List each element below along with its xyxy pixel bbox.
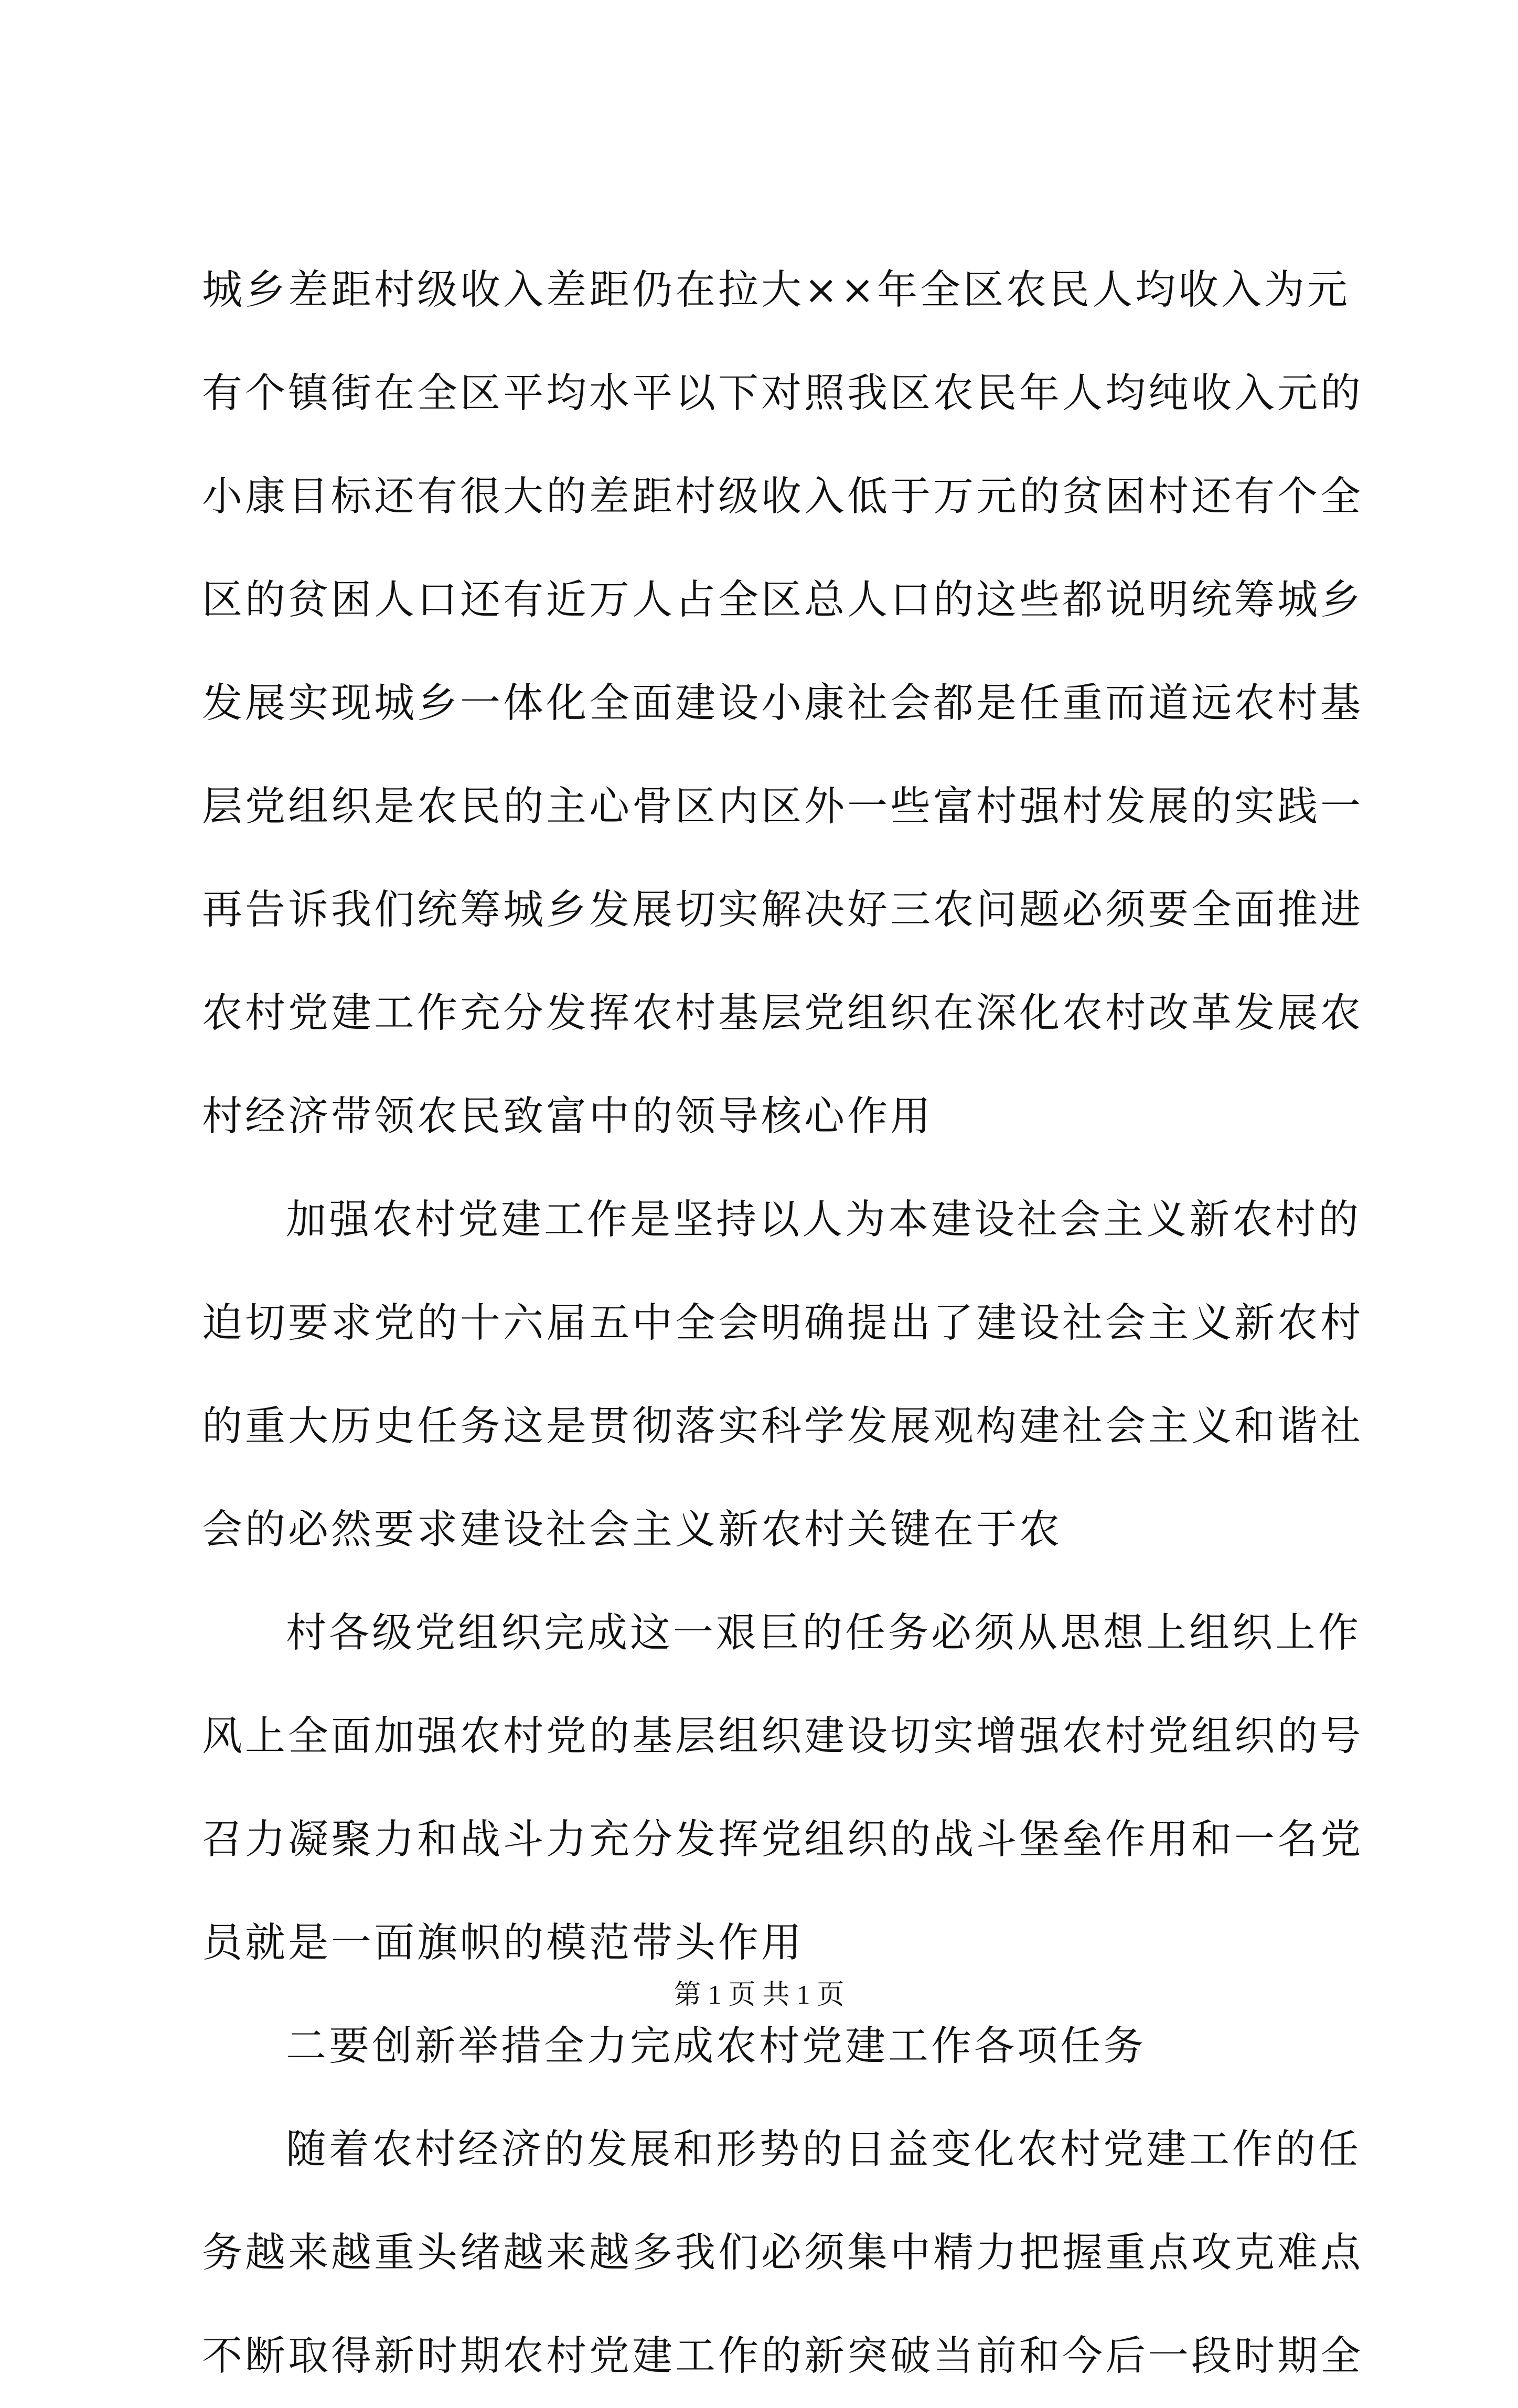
text-line: 员就是一面旗帜的模范带头作用: [202, 1920, 804, 1966]
text-line: 区的贫困人口还有近万人占全区总人口的这些都说明统筹城乡: [202, 577, 1363, 624]
text-line: 层党组织是农民的主心骨区内区外一些富村强村发展的实践一: [202, 783, 1363, 830]
page-footer: 第 1 页 共 1 页: [674, 1980, 844, 2010]
text-line: 会的必然要求建设社会主义新农村关键在于农: [202, 1507, 1062, 1553]
paragraph: [202, 2098, 1363, 2408]
paragraph: [202, 1168, 1363, 1582]
text-line: 再告诉我们统筹城乡发展切实解决好三农问题必须要全面推进: [202, 887, 1363, 933]
text-line: 加强农村党建工作是坚持以人为本建设社会主义新农村的: [286, 1197, 1361, 1243]
paragraph: [202, 1582, 1363, 1995]
text-line: 务越来越重头绪越来越多我们必须集中精力把握重点攻克难点: [202, 2230, 1363, 2276]
text-line: 有个镇街在全区平均水平以下对照我区农民年人均纯收入元的: [202, 370, 1363, 417]
text-line: 发展实现城乡一体化全面建设小康社会都是任重而道远农村基: [202, 680, 1363, 727]
text-line: 的重大历史任务这是贯彻落实科学发展观构建社会主义和谐社: [202, 1403, 1363, 1450]
text-line: 不断取得新时期农村党建工作的新突破当前和今后一段时期全: [202, 2333, 1363, 2380]
text-line: 风上全面加强农村党的基层组织建设切实增强农村党组织的号: [202, 1713, 1363, 1760]
text-line: 村各级党组织完成这一艰巨的任务必须从思想上组织上作: [286, 1610, 1361, 1657]
text-line: 召力凝聚力和战斗力充分发挥党组织的战斗堡垒作用和一名党: [202, 1816, 1363, 1863]
text-line: 二要创新举措全力完成农村党建工作各项任务: [286, 2023, 1146, 2070]
paragraph: [202, 239, 1363, 1168]
document-body: [202, 239, 1363, 2408]
text-line: 小康目标还有很大的差距村级收入低于万元的贫困村还有个全: [202, 474, 1363, 520]
text-line: 随着农村经济的发展和形势的日益变化农村党建工作的任: [286, 2126, 1361, 2173]
text-line: 农村党建工作充分发挥农村基层党组织在深化农村改革发展农: [202, 990, 1363, 1037]
text-line: 城乡差距村级收入差距仍在拉大××年全区农民人均收入为元: [202, 267, 1351, 314]
text-line: 村经济带领农民致富中的领导核心作用: [202, 1093, 933, 1140]
text-line: 迫切要求党的十六届五中全会明确提出了建设社会主义新农村: [202, 1300, 1363, 1347]
